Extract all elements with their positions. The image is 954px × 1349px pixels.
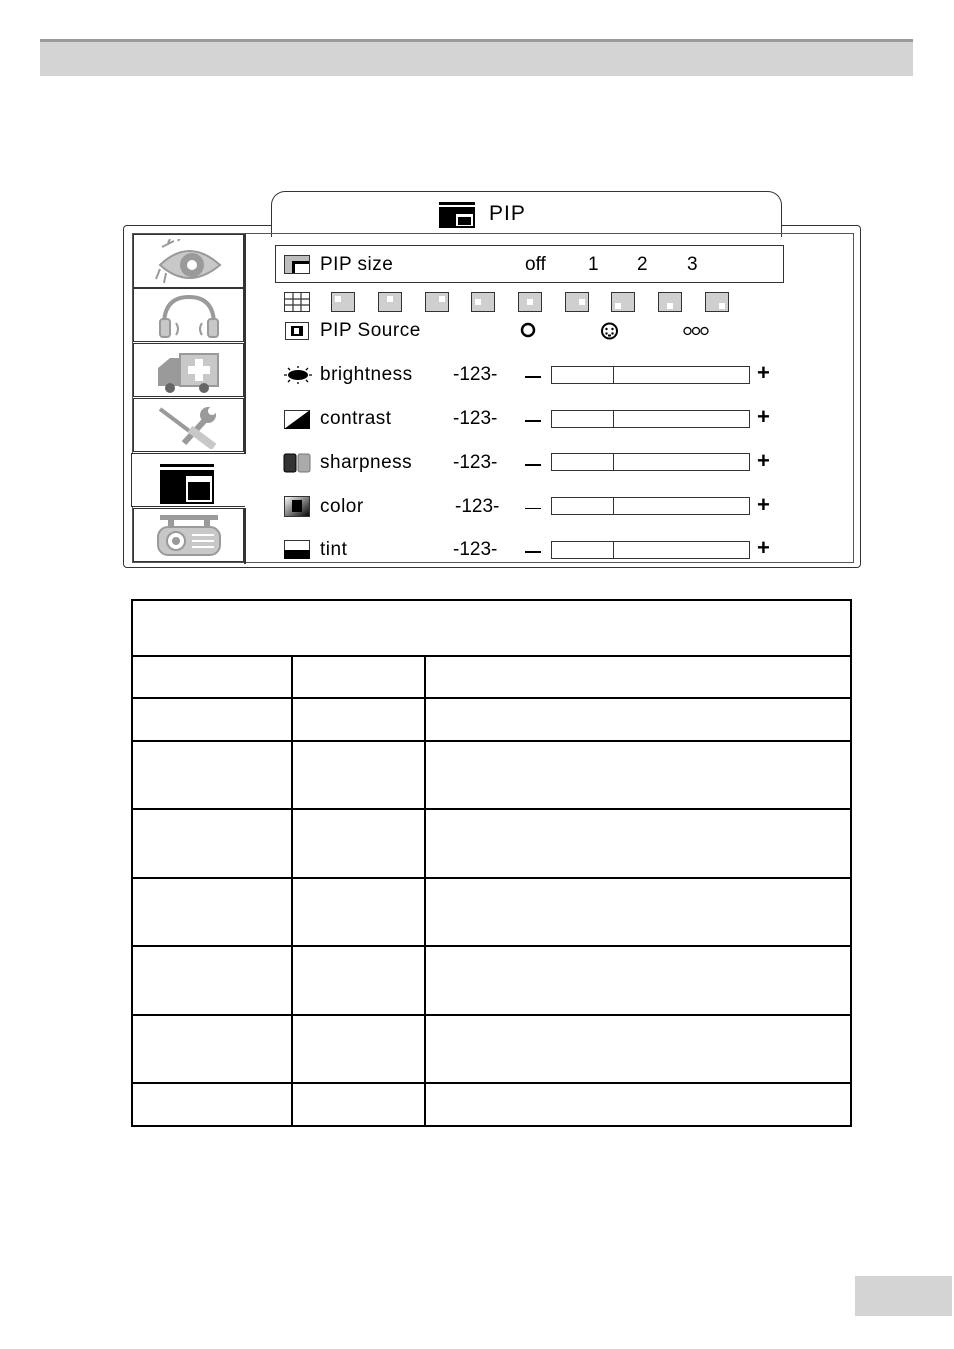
pip-position-middle-left[interactable] <box>471 292 495 312</box>
tint-icon <box>284 540 310 559</box>
table-row-divider <box>131 808 852 810</box>
tab-divider <box>244 508 246 564</box>
tab-function[interactable] <box>133 343 244 397</box>
circle-icon[interactable] <box>520 322 536 338</box>
page-header-bar <box>40 39 913 76</box>
component-icon[interactable] <box>683 326 709 336</box>
contrast-label: contrast <box>320 408 392 429</box>
projector-icon <box>154 513 224 559</box>
s-video-icon[interactable] <box>600 322 619 340</box>
pip-position-bottom-left[interactable] <box>611 292 635 312</box>
osd-title-tab <box>271 191 782 237</box>
contrast-slider[interactable] <box>551 410 750 428</box>
brightness-value: -123- <box>453 364 498 385</box>
pip-size-option-2[interactable]: 2 <box>637 254 648 275</box>
pip-window-icon <box>158 462 228 508</box>
contrast-increase-button[interactable]: + <box>757 404 770 429</box>
table-row-divider <box>131 1014 852 1016</box>
tab-projector[interactable] <box>133 508 244 562</box>
table-column-divider <box>291 655 293 1127</box>
color-slider[interactable] <box>551 497 750 515</box>
contrast-value: -123- <box>453 408 498 429</box>
tab-setup[interactable] <box>133 398 244 452</box>
tab-pip[interactable] <box>131 453 245 507</box>
sharpness-decrease-button[interactable] <box>525 464 541 466</box>
table-row-divider <box>131 877 852 879</box>
headphones-icon <box>154 293 224 339</box>
tab-audio[interactable] <box>133 288 244 342</box>
tab-picture[interactable] <box>133 234 244 288</box>
pip-size-icon <box>284 255 310 274</box>
color-decrease-button[interactable] <box>525 508 541 509</box>
table-column-divider <box>424 655 426 1127</box>
tint-decrease-button[interactable] <box>525 551 541 553</box>
pip-source-icon <box>285 322 309 340</box>
color-increase-button[interactable]: + <box>757 492 770 517</box>
pip-position-middle-right[interactable] <box>565 292 589 312</box>
pip-size-label: PIP size <box>320 254 394 275</box>
tint-increase-button[interactable]: + <box>757 535 770 560</box>
tint-label: tint <box>320 539 348 560</box>
pip-position-top-right[interactable] <box>425 292 449 312</box>
osd-title: PIP <box>489 202 526 225</box>
brightness-icon <box>282 365 314 385</box>
brightness-label: brightness <box>320 364 413 385</box>
brightness-decrease-button[interactable] <box>525 376 541 378</box>
sharpness-icon <box>283 453 311 473</box>
table-row-divider <box>131 697 852 699</box>
pip-position-top-center[interactable] <box>378 292 402 312</box>
pip-window-icon <box>439 202 475 228</box>
table-row-divider <box>131 945 852 947</box>
sharpness-value: -123- <box>453 452 498 473</box>
pip-position-bottom-right[interactable] <box>705 292 729 312</box>
sharpness-label: sharpness <box>320 452 413 473</box>
table-row-divider <box>131 740 852 742</box>
page-number-box <box>855 1276 952 1316</box>
pip-position-top-left[interactable] <box>331 292 355 312</box>
color-label: color <box>320 496 364 517</box>
sharpness-increase-button[interactable]: + <box>757 448 770 473</box>
tint-slider[interactable] <box>551 541 750 559</box>
contrast-icon <box>284 410 310 429</box>
brightness-slider[interactable] <box>551 366 750 384</box>
pip-source-label: PIP Source <box>320 320 421 341</box>
tint-value: -123- <box>453 539 498 560</box>
pip-position-bottom-center[interactable] <box>658 292 682 312</box>
table-row-divider <box>131 655 852 657</box>
pip-size-option-3[interactable]: 3 <box>687 254 698 275</box>
color-icon <box>284 496 310 517</box>
settings-table <box>131 599 852 1127</box>
pip-size-option-1[interactable]: 1 <box>588 254 599 275</box>
color-value: -123- <box>455 496 500 517</box>
sharpness-slider[interactable] <box>551 453 750 471</box>
tab-divider <box>244 234 246 454</box>
contrast-decrease-button[interactable] <box>525 420 541 422</box>
pip-size-option-off[interactable]: off <box>525 254 546 275</box>
ambulance-icon <box>154 348 224 394</box>
eye-icon <box>154 239 224 285</box>
table-row-divider <box>131 1082 852 1084</box>
pip-position-grid-icon <box>284 292 310 312</box>
tools-icon <box>154 403 224 449</box>
pip-position-center[interactable] <box>518 292 542 312</box>
brightness-increase-button[interactable]: + <box>757 360 770 385</box>
